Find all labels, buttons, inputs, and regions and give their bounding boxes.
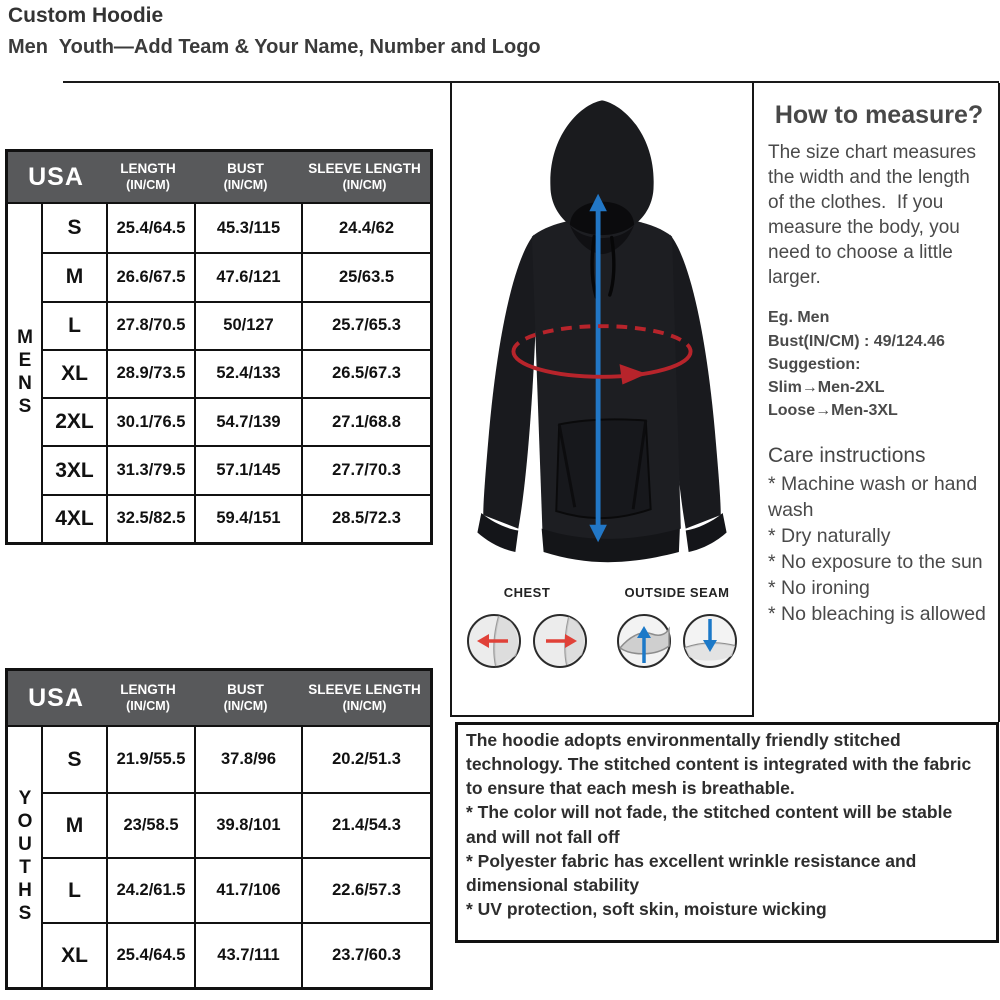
- size-row: [43, 204, 430, 252]
- size-suggestion-line: Suggestion:: [768, 355, 861, 373]
- outside-seam-icon-group: [616, 585, 738, 670]
- usa-header: USA: [28, 683, 84, 712]
- bust-header-label: BUST: [227, 682, 264, 698]
- size-value: 28.9/73.5: [106, 351, 194, 397]
- size-label: L: [68, 878, 81, 902]
- size-label: S: [67, 747, 82, 771]
- size-value: 26.6/67.5: [106, 254, 194, 300]
- hoodie-measure-panel: [450, 83, 754, 717]
- hoodie-product-image: [456, 87, 748, 577]
- size-value: 24.2/61.5: [106, 859, 194, 922]
- care-instruction-item: * No ironing: [768, 577, 870, 600]
- size-label: XL: [61, 943, 88, 967]
- size-value: 27.8/70.5: [106, 303, 194, 349]
- outside-seam-label: OUTSIDE SEAM: [624, 585, 730, 600]
- chest-measure-right-icon: [532, 612, 588, 670]
- description-paragraph: The hoodie adopts environmentally friendly stitched technology. The stitched content is integrated with the fabric to ensure that each mesh is breathable.: [466, 730, 972, 799]
- bust-header-unit: (IN/CM): [223, 698, 268, 713]
- measure-icons-row: [452, 585, 752, 670]
- size-label: 3XL: [55, 458, 94, 482]
- size-row: [43, 727, 430, 792]
- size-value: 41.7/106: [194, 859, 301, 922]
- size-row: [43, 301, 430, 349]
- care-instructions-list: [768, 472, 990, 628]
- size-row: [43, 349, 430, 397]
- size-value: 32.5/82.5: [106, 496, 194, 542]
- size-value: 26.5/67.3: [301, 351, 430, 397]
- size-value: 28.5/72.3: [301, 496, 430, 542]
- sleeve-header-label: SLEEVE LENGTH: [308, 682, 421, 698]
- size-value: 22.6/57.3: [301, 859, 430, 922]
- size-value: 25.7/65.3: [301, 303, 430, 349]
- care-instruction-item: * Dry naturally: [768, 525, 891, 548]
- sleeve-header-unit: (IN/CM): [342, 177, 387, 192]
- length-header-label: LENGTH: [120, 682, 176, 698]
- size-value: 31.3/79.5: [106, 447, 194, 493]
- youths-rows: [43, 727, 430, 987]
- size-value: 23.7/60.3: [301, 924, 430, 987]
- sleeve-header: [299, 161, 430, 192]
- care-instruction-item: * No exposure to the sun: [768, 551, 983, 574]
- size-suggestion-line: Eg. Men: [768, 309, 830, 327]
- care-instructions-heading: Care instructions: [768, 444, 926, 468]
- size-row: [43, 922, 430, 987]
- size-value: 21.4/54.3: [301, 794, 430, 857]
- mens-table-header: [8, 152, 430, 204]
- size-suggestion-block: [768, 306, 990, 422]
- description-paragraph: * UV protection, soft skin, moisture wicking: [466, 898, 827, 919]
- how-to-measure-heading: How to measure?: [774, 101, 984, 129]
- size-value: 30.1/76.5: [106, 399, 194, 445]
- care-instruction-item: * No bleaching is allowed: [768, 603, 986, 626]
- sleeve-header-unit: (IN/CM): [342, 698, 387, 713]
- bust-header-label: BUST: [227, 161, 264, 177]
- size-value: 47.6/121: [194, 254, 301, 300]
- size-row: [43, 792, 430, 857]
- size-label: 2XL: [55, 410, 94, 434]
- sleeve-header: [299, 682, 430, 713]
- size-suggestion-line: Slim→Men-2XL: [768, 379, 885, 397]
- length-header-unit: (IN/CM): [126, 177, 170, 192]
- youths-group-label: YOUTHS: [8, 727, 43, 987]
- size-value: 25.4/64.5: [106, 204, 194, 252]
- page-subtitle: Men Youth—Add Team & Your Name, Number and Logo: [8, 36, 541, 58]
- bust-header-unit: (IN/CM): [223, 177, 268, 192]
- size-value: 43.7/111: [194, 924, 301, 987]
- mens-size-table: [5, 149, 433, 545]
- size-value: 54.7/139: [194, 399, 301, 445]
- size-value: 21.9/55.5: [106, 727, 194, 792]
- mens-table-body: [8, 204, 430, 542]
- size-row: [43, 857, 430, 922]
- size-value: 20.2/51.3: [301, 727, 430, 792]
- sleeve-header-label: SLEEVE LENGTH: [308, 161, 421, 177]
- size-label: S: [67, 216, 82, 240]
- seam-measure-up-icon: [616, 612, 672, 670]
- youths-size-table: [5, 668, 433, 990]
- outside-seam-icon-pair: [616, 612, 738, 670]
- size-label: L: [68, 313, 81, 337]
- chest-icon-pair: [466, 612, 588, 670]
- length-header-unit: (IN/CM): [126, 698, 170, 713]
- size-value: 59.4/151: [194, 496, 301, 542]
- chest-icon-group: [466, 585, 588, 670]
- size-row: [43, 252, 430, 300]
- size-suggestion-line: Bust(IN/CM) : 49/124.46: [768, 332, 945, 350]
- chest-measure-left-icon: [466, 612, 522, 670]
- length-header: [104, 682, 192, 713]
- size-value: 25/63.5: [301, 254, 430, 300]
- size-value: 25.4/64.5: [106, 924, 194, 987]
- size-value: 24.4/62: [301, 204, 430, 252]
- mens-group-label: MENS: [8, 204, 43, 542]
- usa-header: USA: [28, 162, 84, 191]
- mens-rows: [43, 204, 430, 542]
- length-header-label: LENGTH: [120, 161, 176, 177]
- product-description-box: [455, 722, 999, 943]
- how-to-measure-panel: [754, 83, 1000, 722]
- size-value: 57.1/145: [194, 447, 301, 493]
- size-label: XL: [61, 361, 88, 385]
- care-instruction-item: * Machine wash or hand wash: [768, 473, 978, 522]
- size-value: 27.1/68.8: [301, 399, 430, 445]
- size-row: [43, 494, 430, 542]
- seam-measure-down-icon: [682, 612, 738, 670]
- size-value: 52.4/133: [194, 351, 301, 397]
- size-value: 50/127: [194, 303, 301, 349]
- size-row: [43, 397, 430, 445]
- size-value: 37.8/96: [194, 727, 301, 792]
- chest-label: CHEST: [503, 585, 551, 600]
- youths-table-body: [8, 727, 430, 987]
- size-value: 23/58.5: [106, 794, 194, 857]
- size-suggestion-line: Loose→Men-3XL: [768, 402, 898, 420]
- size-label: M: [65, 265, 84, 289]
- size-label: 4XL: [55, 506, 94, 530]
- size-label: M: [65, 813, 84, 837]
- how-to-measure-body: The size chart measures the width and the length of the clothes. If you measure the body, you need to choose a little larger.: [768, 142, 982, 289]
- bust-header: [192, 161, 299, 192]
- page-title: Custom Hoodie: [8, 4, 164, 27]
- size-row: [43, 445, 430, 493]
- description-paragraph: * Polyester fabric has excellent wrinkle resistance and dimensional stability: [466, 850, 917, 895]
- length-header: [104, 161, 192, 192]
- youths-table-header: [8, 671, 430, 727]
- bust-header: [192, 682, 299, 713]
- size-value: 27.7/70.3: [301, 447, 430, 493]
- description-paragraph: * The color will not fade, the stitched content will be stable and will not fall off: [466, 802, 953, 847]
- size-value: 45.3/115: [194, 204, 301, 252]
- size-value: 39.8/101: [194, 794, 301, 857]
